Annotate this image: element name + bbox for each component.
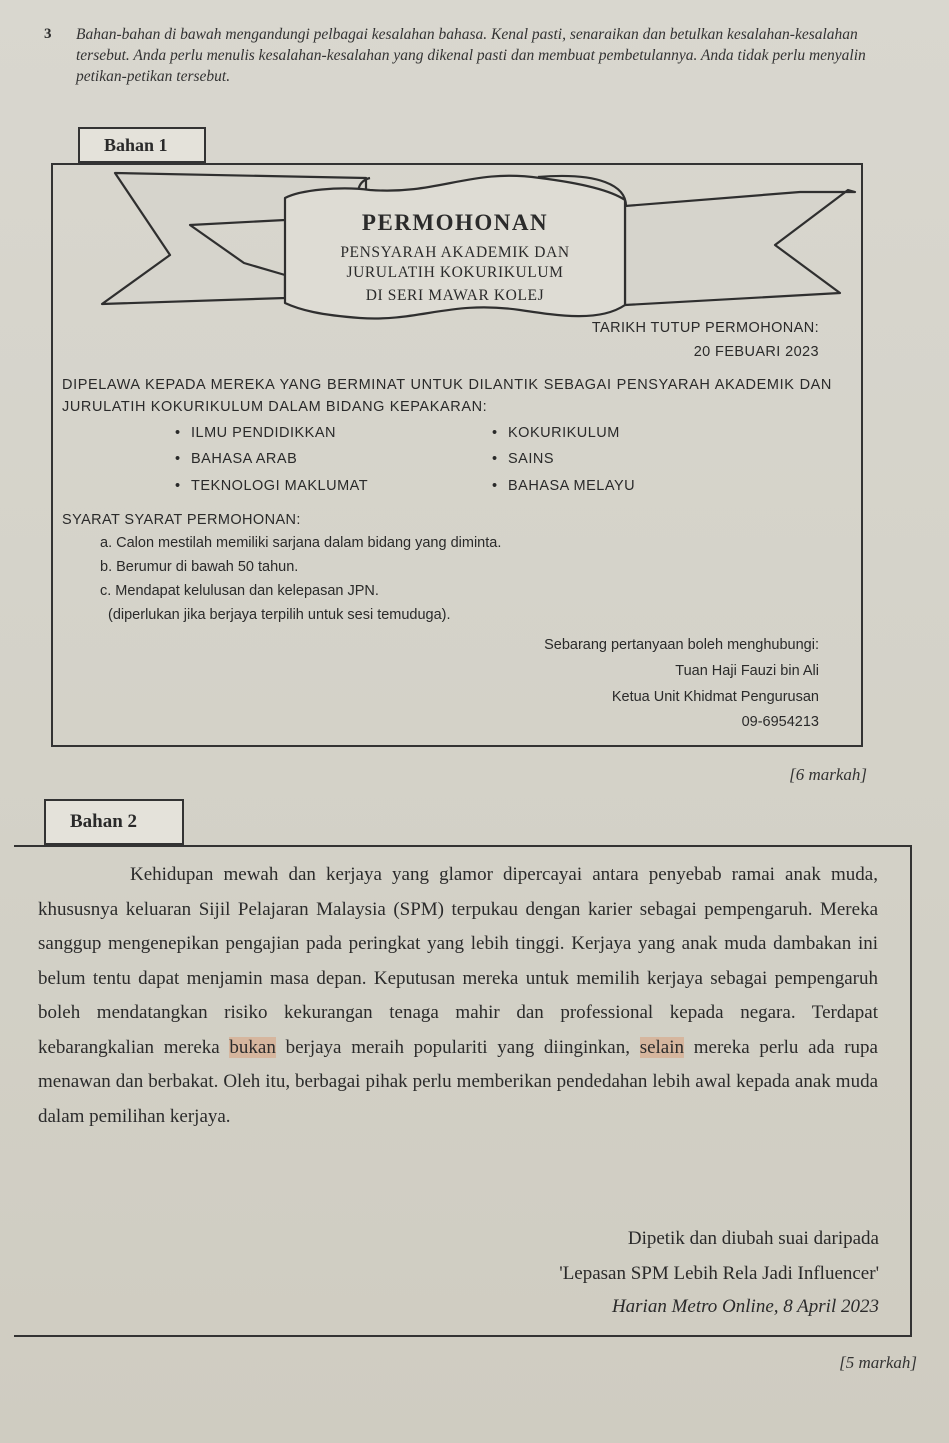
bahan2-passage — [38, 858, 878, 1134]
bahan1-marks: [6 markah] — [789, 765, 867, 784]
source-publication: Harian Metro Online, 8 April 2023 — [611, 1296, 879, 1317]
field-item: • SAINS — [508, 451, 554, 467]
field-item: • ILMU PENDIDIKKAN — [191, 425, 336, 441]
bahan2-marks: [5 markah] — [839, 1353, 917, 1372]
requirement-item: c. Mendapat kelulusan dan kelepasan JPN. — [100, 583, 379, 599]
closing-date-value: 20 FEBUARI 2023 — [693, 344, 819, 360]
question-number: 3 — [44, 26, 52, 42]
requirement-item: b. Berumur di bawah 50 tahun. — [100, 559, 299, 575]
banner-title: PERMOHONAN — [361, 210, 549, 235]
requirement-note: (diperlukan jika berjaya terpilih untuk sesi temuduga). — [108, 607, 451, 623]
question-instruction: Bahan-bahan di bawah mengandungi pelbagai kesalahan bahasa. Kenal pasti, senaraikan dan betulkan kesalahan-kesalahan tersebut. Anda perlu menulis kesalahan-kesalahan yang dikenal pasti dan membuat pembetulannya. Anda tidak perlu menyalin petikan-petikan tersebut. — [76, 26, 866, 85]
contact-position: Ketua Unit Khidmat Pengurusan — [611, 689, 819, 705]
highlighted-word: bukan — [229, 1036, 276, 1058]
banner-line3: DI SERI MAWAR KOLEJ — [365, 287, 545, 304]
field-item: • BAHASA MELAYU — [508, 478, 635, 494]
source-line: Dipetik dan diubah suai daripada — [627, 1228, 879, 1249]
contact-line: Sebarang pertanyaan boleh menghubungi: — [544, 637, 819, 653]
requirements-heading: SYARAT SYARAT PERMOHONAN: — [62, 512, 301, 528]
field-item: • TEKNOLOGI MAKLUMAT — [191, 478, 368, 494]
requirement-item: a. Calon mestilah memiliki sarjana dalam bidang yang diminta. — [100, 535, 502, 551]
bahan1-label: Bahan 1 — [78, 127, 206, 163]
bahan2-label: Bahan 2 — [44, 799, 184, 845]
highlighted-word: selain — [639, 1036, 685, 1058]
contact-name: Tuan Haji Fauzi bin Ali — [675, 663, 819, 679]
source-title: 'Lepasan SPM Lebih Rela Jadi Influencer' — [559, 1263, 879, 1284]
field-item: • KOKURIKULUM — [508, 425, 620, 441]
passage-text: mereka perlu ada rupa menawan dan berbakat. Oleh itu, berbagai pihak perlu memberikan pendedahan lebih awal kepada anak muda dalam pemilihan kerjaya. — [38, 1036, 878, 1127]
contact-phone: 09-6954213 — [741, 714, 819, 730]
passage-text: berjaya meraih populariti yang diinginkan, — [275, 1036, 640, 1058]
passage-text: Kehidupan mewah dan kerjaya yang glamor dipercayai antara penyebab ramai anak muda, khususnya keluaran Sijil Pelajaran Malaysia (SPM) terpukau dengan karier sebagai pempengaruh. Mereka sanggup mengenepikan pengajian pada peringkat yang lebih tinggi. Kerjaya yang anak muda dambakan ini belum tentu dapat menjamin masa depan. Keputusan mereka untuk memilih kerjaya sebagai pempengaruh boleh mendatangkan risiko kekurangan tenaga mahir dan professional kepada negara. Terdapat kebarangkalian mereka — [38, 864, 878, 1058]
banner-line1: PENSYARAH AKADEMIK DAN — [340, 244, 570, 261]
field-item: • BAHASA ARAB — [191, 451, 297, 467]
closing-date-label: TARIKH TUTUP PERMOHONAN: — [591, 320, 819, 336]
announcement-intro: DIPELAWA KEPADA MEREKA YANG BERMINAT UNTUK DILANTIK SEBAGAI PENSYARAH AKADEMIK DAN JURULATIH KOKURIKULUM DALAM BIDANG KEPAKARAN: — [62, 377, 832, 415]
banner-line2: JURULATIH KOKURIKULUM — [346, 264, 564, 281]
